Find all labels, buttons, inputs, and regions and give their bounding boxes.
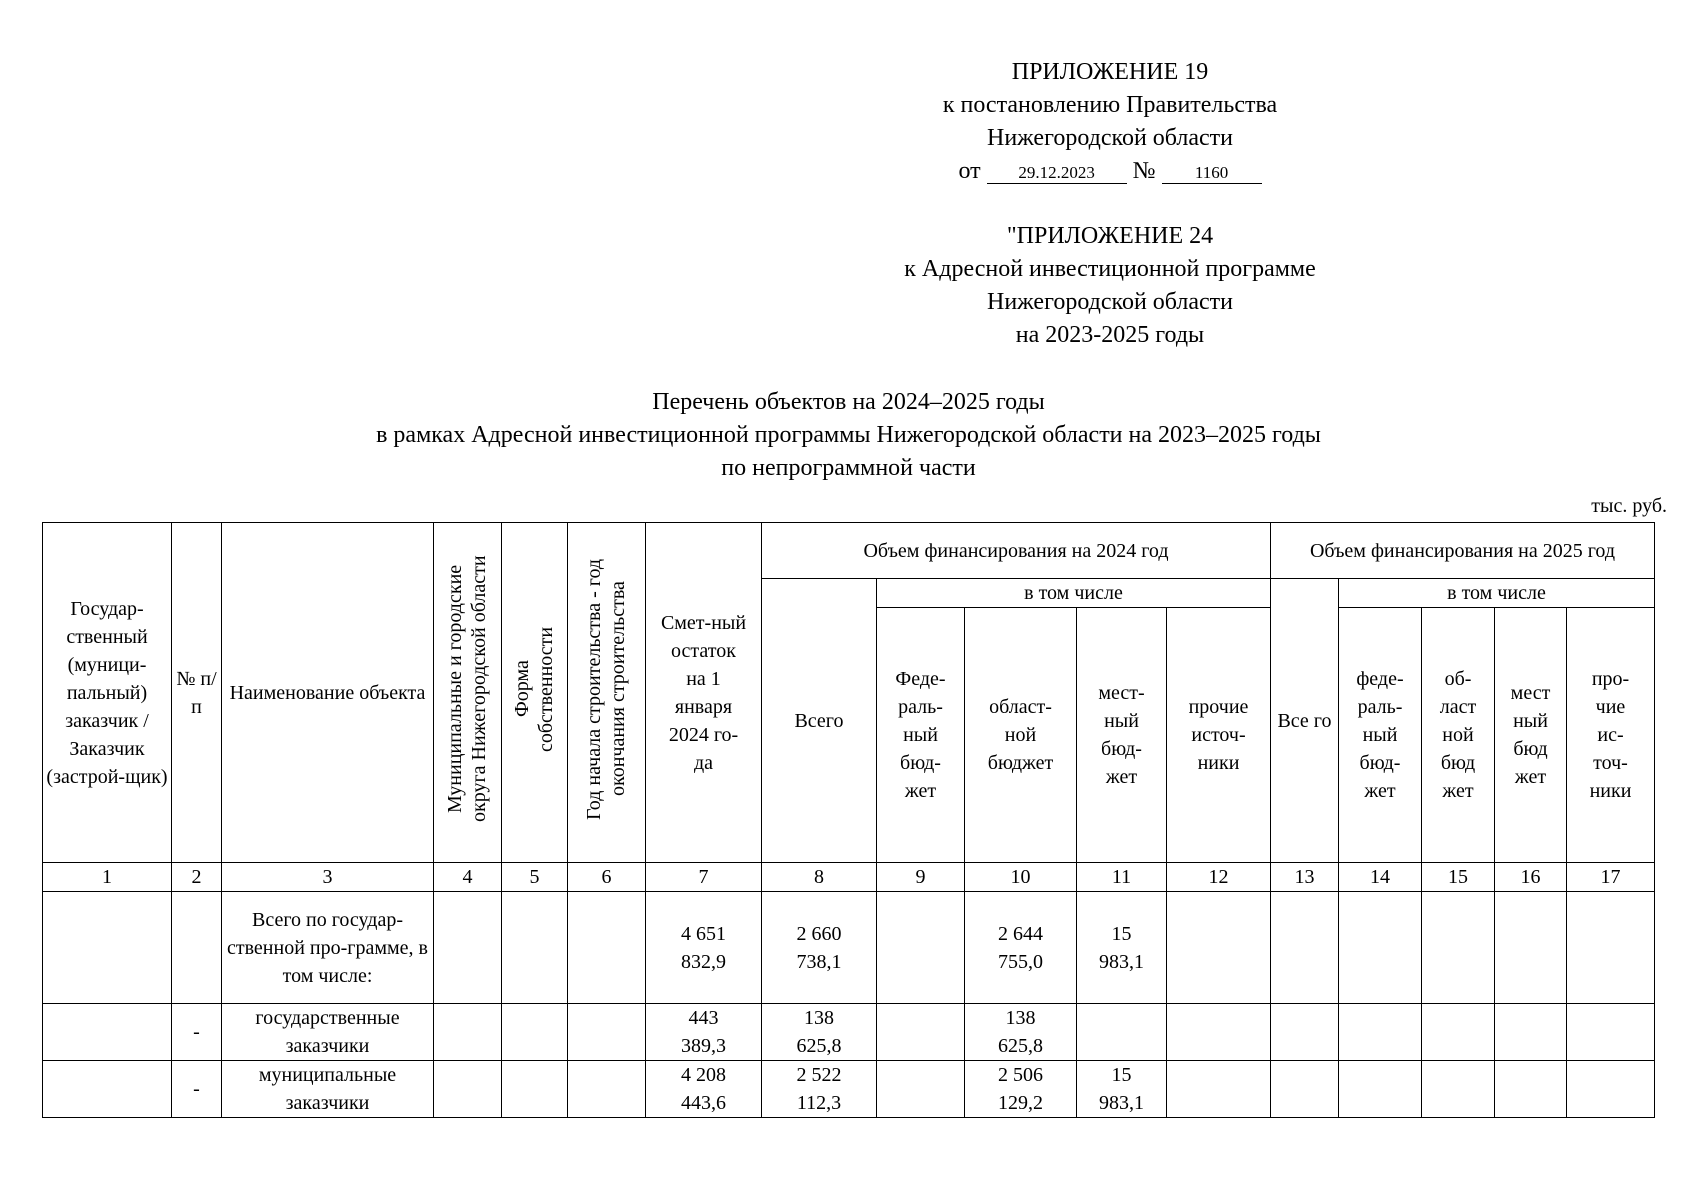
cell-customer [43, 892, 172, 1004]
appendix-19-block [900, 56, 1320, 188]
col-number: 14 [1339, 863, 1422, 892]
cell-fed [877, 1061, 965, 1118]
appendix-24-line4: на 2023-2025 годы [1015, 322, 1205, 348]
appendix-24-line3: Нижегородской области [986, 289, 1234, 315]
title-line3: по непрограммной части [721, 455, 976, 481]
cell-reg: 2 506 129,2 [965, 1061, 1077, 1118]
header-fed-2024: Феде-раль-ный бюд-жет [877, 608, 965, 863]
col-number: 11 [1077, 863, 1167, 892]
header-municipal [434, 523, 502, 863]
cell-empty [1495, 1004, 1567, 1061]
col-number: 1 [43, 863, 172, 892]
date-prefix: от [958, 158, 981, 184]
cell-empty [1339, 1061, 1422, 1118]
cell-ownership [502, 1061, 568, 1118]
document-title [0, 386, 1697, 485]
col-number: 16 [1495, 863, 1567, 892]
header-total-2024: Всего [762, 579, 877, 863]
cell-empty [1422, 1061, 1495, 1118]
col-number: 9 [877, 863, 965, 892]
cell-oth [1167, 1061, 1271, 1118]
cell-reg: 138 625,8 [965, 1004, 1077, 1061]
col-number: 8 [762, 863, 877, 892]
resolution-number: 1160 [1162, 163, 1262, 184]
cell-empty [1271, 1004, 1339, 1061]
header-customer: Государ-ственный (муници-пальный) заказчик / Заказчик (застрой-щик) [43, 523, 172, 863]
cell-empty [1422, 1004, 1495, 1061]
cell-empty [1339, 892, 1422, 1004]
cell-name: государственные заказчики [222, 1004, 434, 1061]
header-ownership [502, 523, 568, 863]
appendix-19-line2: к постановлению Правительства [942, 92, 1278, 118]
cell-reg: 2 644 755,0 [965, 892, 1077, 1004]
cell-empty [1495, 1061, 1567, 1118]
cell-loc: 15 983,1 [1077, 1061, 1167, 1118]
header-incl-2025: в том числе [1339, 579, 1655, 608]
cell-municipal [434, 1004, 502, 1061]
header-years [568, 523, 646, 863]
cell-estimate: 443 389,3 [646, 1004, 762, 1061]
cell-years [568, 892, 646, 1004]
appendix-24-block [890, 220, 1330, 352]
objects-table [42, 522, 1655, 1118]
cell-loc [1077, 1004, 1167, 1061]
header-loc-2025: мест ный бюд жет [1495, 608, 1567, 863]
cell-empty [1339, 1004, 1422, 1061]
cell-customer [43, 1004, 172, 1061]
cell-empty [1422, 892, 1495, 1004]
title-line2: в рамках Адресной инвестиционной программы Нижегородской области на 2023–2025 годы [376, 422, 1321, 448]
col-number: 17 [1567, 863, 1655, 892]
cell-estimate: 4 208 443,6 [646, 1061, 762, 1118]
header-ownership-text: Форма собственности [510, 625, 557, 752]
column-numbers-row [43, 863, 1655, 892]
cell-oth [1167, 892, 1271, 1004]
header-fed-2025: феде-раль-ный бюд-жет [1339, 608, 1422, 863]
cell-empty [1495, 892, 1567, 1004]
header-municipal-text: Муниципальные и городские округа Нижегородской области [443, 555, 490, 822]
cell-municipal [434, 892, 502, 1004]
appendix-19-line3: Нижегородской области [986, 125, 1234, 151]
cell-num [172, 892, 222, 1004]
cell-total: 2 522 112,3 [762, 1061, 877, 1118]
cell-years [568, 1061, 646, 1118]
header-fin-2024: Объем финансирования на 2024 год [762, 523, 1271, 579]
cell-oth [1167, 1004, 1271, 1061]
col-number: 3 [222, 863, 434, 892]
cell-empty [1567, 1004, 1655, 1061]
cell-ownership [502, 892, 568, 1004]
table-row [43, 1061, 1655, 1118]
table-row [43, 892, 1655, 1004]
header-incl-2024: в том числе [877, 579, 1271, 608]
cell-num: - [172, 1004, 222, 1061]
header-estimate: Смет-ный остаток на 1 января 2024 го-да [646, 523, 762, 863]
cell-customer [43, 1061, 172, 1118]
cell-municipal [434, 1061, 502, 1118]
cell-num: - [172, 1061, 222, 1118]
cell-name: Всего по государ-ственной про-грамме, в том числе: [222, 892, 434, 1004]
cell-fed [877, 892, 965, 1004]
table-row [43, 1004, 1655, 1061]
cell-name: муниципальные заказчики [222, 1061, 434, 1118]
unit-label: тыс. руб. [1591, 495, 1667, 517]
cell-total: 2 660 738,1 [762, 892, 877, 1004]
header-fin-2025: Объем финансирования на 2025 год [1271, 523, 1655, 579]
header-name: Наименование объекта [222, 523, 434, 863]
col-number: 5 [502, 863, 568, 892]
cell-fed [877, 1004, 965, 1061]
resolution-date: 29.12.2023 [987, 163, 1127, 184]
cell-estimate: 4 651 832,9 [646, 892, 762, 1004]
cell-empty [1567, 1061, 1655, 1118]
header-reg-2024: област-ной бюджет [965, 608, 1077, 863]
col-number: 6 [568, 863, 646, 892]
header-oth-2025: про-чие ис-точ-ники [1567, 608, 1655, 863]
cell-loc: 15 983,1 [1077, 892, 1167, 1004]
header-total-2025: Все го [1271, 579, 1339, 863]
cell-ownership [502, 1004, 568, 1061]
number-sign: № [1132, 158, 1156, 184]
cell-empty [1567, 892, 1655, 1004]
cell-empty [1271, 892, 1339, 1004]
col-number: 7 [646, 863, 762, 892]
appendix-24-line2: к Адресной инвестиционной программе [904, 256, 1316, 282]
header-oth-2024: прочие источ-ники [1167, 608, 1271, 863]
appendix-19-title: ПРИЛОЖЕНИЕ 19 [1011, 59, 1209, 85]
header-loc-2024: мест-ный бюд-жет [1077, 608, 1167, 863]
header-num: № п/п [172, 523, 222, 863]
header-reg-2025: об-ласт ной бюд жет [1422, 608, 1495, 863]
title-line1: Перечень объектов на 2024–2025 годы [652, 389, 1045, 415]
header-years-text: Год начала строительства - год окончания строительства [582, 557, 629, 820]
cell-empty [1271, 1061, 1339, 1118]
col-number: 13 [1271, 863, 1339, 892]
col-number: 10 [965, 863, 1077, 892]
col-number: 15 [1422, 863, 1495, 892]
cell-total: 138 625,8 [762, 1004, 877, 1061]
col-number: 4 [434, 863, 502, 892]
cell-years [568, 1004, 646, 1061]
appendix-19-date-line [900, 155, 1320, 188]
col-number: 12 [1167, 863, 1271, 892]
appendix-24-title: "ПРИЛОЖЕНИЕ 24 [1006, 223, 1214, 249]
col-number: 2 [172, 863, 222, 892]
